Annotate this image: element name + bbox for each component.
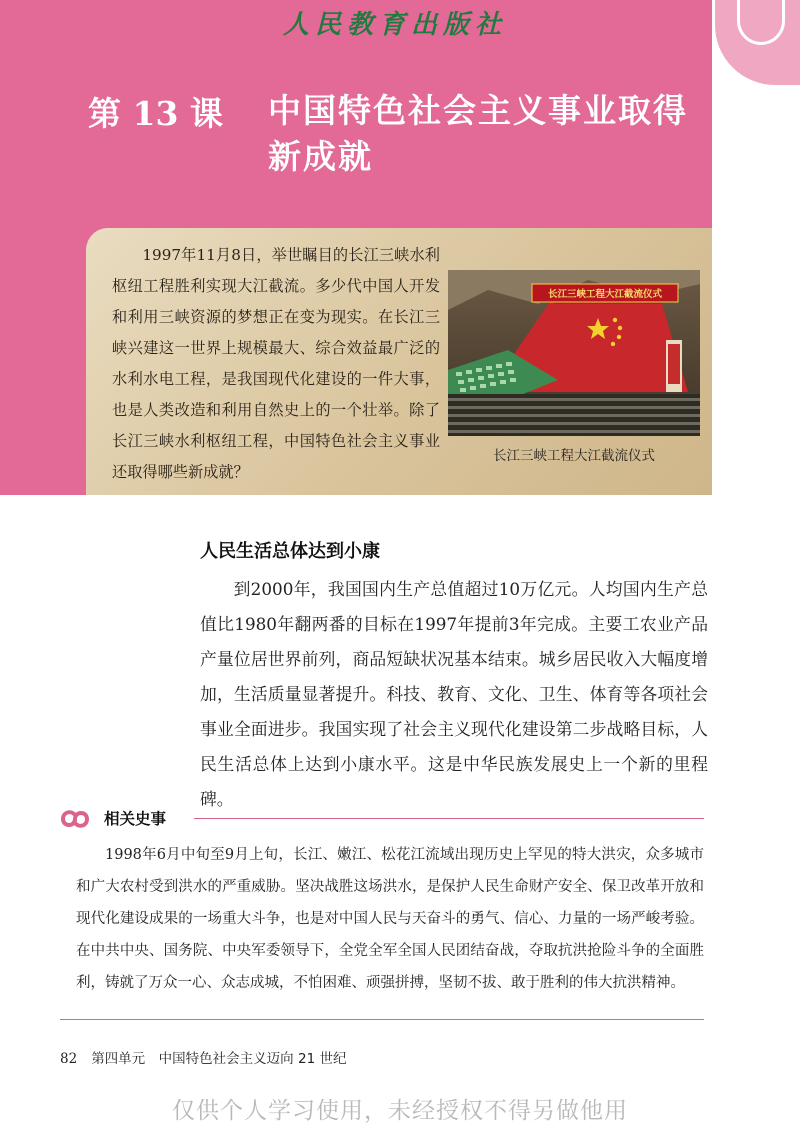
photo-caption: 长江三峡工程大江截流仪式 bbox=[493, 448, 655, 464]
swirl-icon bbox=[60, 806, 90, 832]
unit-title: 第四单元 中国特色社会主义迈向 21 世纪 bbox=[91, 1051, 347, 1067]
publisher-logo: 人民教育出版社 bbox=[282, 10, 507, 40]
divider-top bbox=[194, 818, 704, 819]
photo-banner: 长江三峡工程大江截流仪式 bbox=[547, 289, 663, 300]
page-number: 82 bbox=[60, 1051, 78, 1067]
lesson-number: 第 13 课 bbox=[88, 94, 223, 133]
intro-text: 1997年11月8日，举世瞩目的长江三峡水利枢纽工程胜利实现大江截流。多少代中国人开发和利用三峡资源的梦想正在变为现实。在长江三峡兴建这一世界上规模最大、综合效益最广泛的水利水电工程，是我国现代化建设的一件大事，也是人类改造和利用自然史上的一个壮举。除了长江三峡水利枢纽工程，中国特色社会主义事业还取得哪些新成就？ bbox=[112, 246, 440, 481]
three-gorges-photo bbox=[448, 270, 700, 436]
watermark: 仅供个人学习使用，未经授权不得另做他用 bbox=[172, 1098, 628, 1124]
ceremony-illustration bbox=[448, 270, 700, 436]
section-body: 到2000年，我国国内生产总值超过10万亿元。人均国内生产总值比1980年翻两番的目标在1997年提前3年完成。主要工农业产品产量位居世界前列，商品短缺状况基本结束。城乡居民收入大幅度增加，生活质量显著提升。科技、教育、文化、卫生、体育等各项社会事业全面进步。我国实现了社会主义现代化建设第二步战略目标，人民生活总体上达到小康水平。这是中华民族发展史上一个新的里程碑。 bbox=[200, 579, 708, 809]
page-footer bbox=[60, 1047, 346, 1067]
corner-decoration bbox=[715, 0, 800, 85]
related-history-text: 1998年6月中旬至9月上旬，长江、嫩江、松花江流域出现历史上罕见的特大洪灾，众多城市和广大农村受到洪水的严重威胁。坚决战胜这场洪水，是保护人民生命财产安全、保卫改革开放和现代化建设成果的一场重大斗争，也是对中国人民与天奋斗的勇气、信心、力量的一场严峻考验。在中共中央、国务院、中央军委领导下，全党全军全国人民团结奋战，夺取抗洪抢险斗争的全面胜利，铸就了万众一心、众志成城，不怕困难、顽强拼搏，坚韧不拔、敢于胜利的伟大抗洪精神。 bbox=[76, 847, 704, 991]
lesson-title: 中国特色社会主义事业取得新成就 bbox=[268, 91, 688, 176]
section-heading: 人民生活总体达到小康 bbox=[200, 541, 380, 562]
related-history-label: 相关史事 bbox=[104, 810, 167, 828]
divider-bottom bbox=[60, 1019, 704, 1020]
